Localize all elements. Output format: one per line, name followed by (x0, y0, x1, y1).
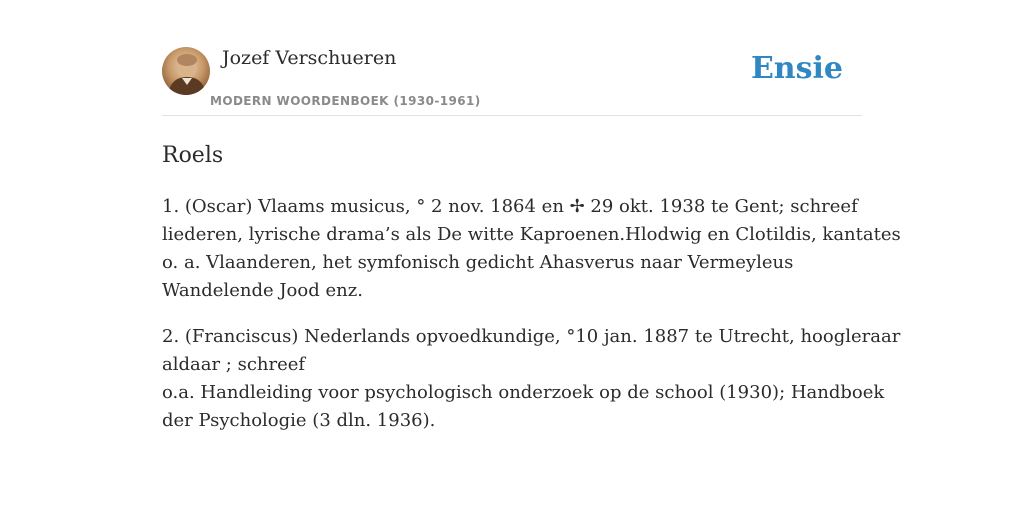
definition-card (162, 38, 901, 435)
brand-logo[interactable]: Ensie (750, 51, 843, 86)
definition-line: o. a. Vlaanderen, het symfonisch gedicht Ahasverus naar Vermeyleus (162, 252, 794, 273)
definition-paragraph-2 (162, 323, 901, 435)
author-name[interactable]: Jozef Verschueren (222, 47, 397, 69)
definition-line: 1. (Oscar) Vlaams musicus, ° 2 nov. 1864 en ✢ 29 okt. 1938 te Gent; schreef (162, 196, 858, 217)
source-label[interactable]: MODERN WOORDENBOEK (1930-1961) (210, 94, 481, 108)
definition-line: Wandelende Jood enz. (162, 280, 363, 301)
definition-line: aldaar ; schreef (162, 354, 306, 375)
definition-line: 2. (Franciscus) Nederlands opvoedkundige, °10 jan. 1887 te Utrecht, hoogleraar (162, 326, 901, 347)
definition-paragraph-1 (162, 193, 901, 305)
card-header (162, 38, 862, 116)
portrait-icon (162, 47, 210, 95)
definition-line: der Psychologie (3 dln. 1936). (162, 410, 436, 431)
definition-line: liederen, lyrische drama’s als De witte Kaproenen.Hlodwig en Clotildis, kantates (162, 224, 901, 245)
author-avatar[interactable] (162, 47, 210, 95)
definition-line: o.a. Handleiding voor psychologisch onderzoek op de school (1930); Handboek (162, 382, 885, 403)
entry-title: Roels (162, 143, 224, 168)
